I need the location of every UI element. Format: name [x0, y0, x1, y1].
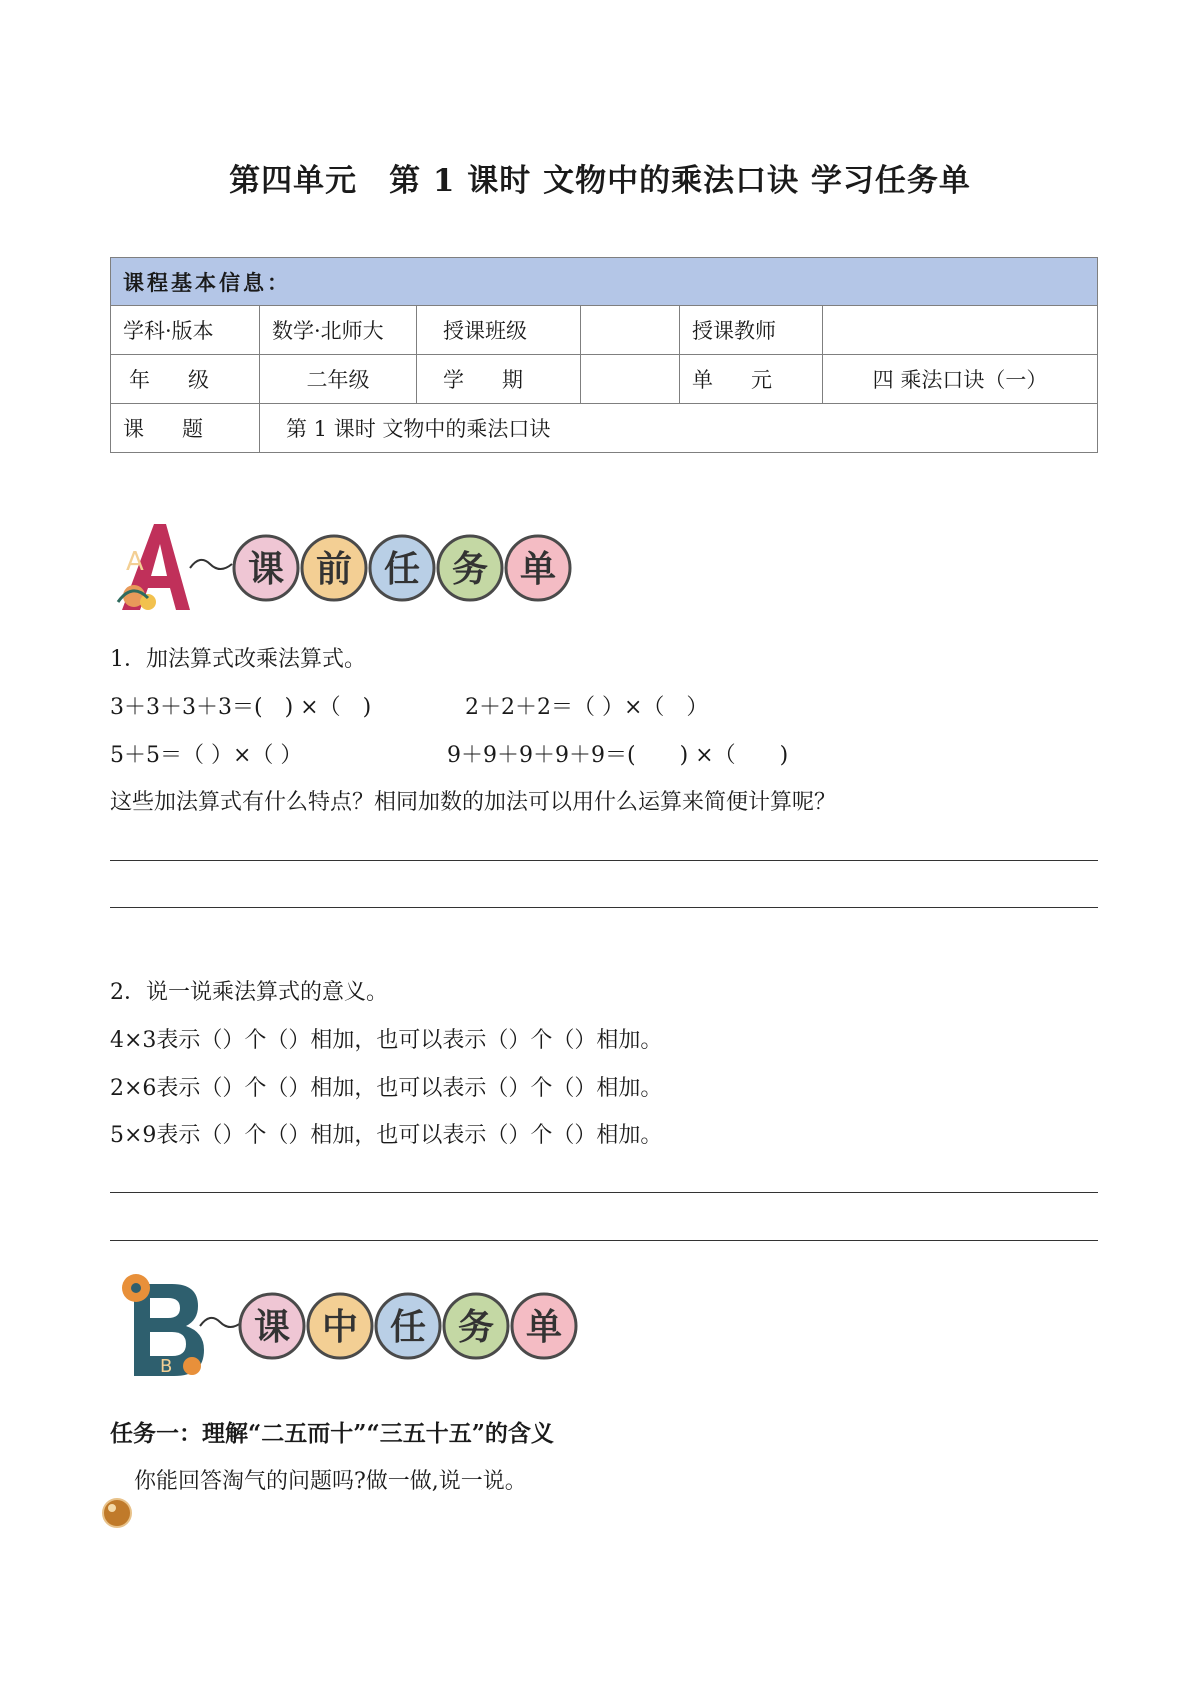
banner-char: 单	[525, 1307, 563, 1348]
teacher-label: 授课教师	[680, 306, 823, 355]
topic-value: 第 1 课时 文物中的乘法口诀	[260, 404, 1098, 453]
q2-line2: 2×6表示（）个（）相加，也可以表示（）个（）相加。	[110, 1076, 663, 1101]
grade-label: 年级	[111, 355, 260, 404]
banner-char: 前	[315, 549, 353, 590]
task1-text: 你能回答淘气的问题吗?做一做,说一说。	[134, 1469, 527, 1494]
q2-line3: 5×9表示（）个（）相加，也可以表示（）个（）相加。	[110, 1123, 663, 1148]
answer-line[interactable]	[110, 860, 1098, 861]
subject-value: 数学·北师大	[260, 306, 417, 355]
q1-eq4: 9＋9＋9＋9＋9＝( ) ×（ )	[447, 743, 789, 768]
bullet-circle-icon	[101, 1497, 133, 1529]
q2-title: 2．说一说乘法算式的意义。	[110, 980, 388, 1005]
page-title: 第四单元 第 1 课时 文物中的乘法口诀 学习任务单	[229, 163, 971, 199]
banner-char: 课	[253, 1307, 291, 1348]
q1-title: 1．加法算式改乘法算式。	[110, 647, 366, 672]
banner-char: 任	[383, 549, 421, 590]
unit-value: 四 乘法口诀（一）	[823, 355, 1098, 404]
banner-char: 务	[451, 549, 489, 590]
banner-char: 课	[247, 549, 285, 590]
letter-a-logo	[118, 524, 190, 610]
answer-line[interactable]	[110, 1192, 1098, 1193]
unit-label: 单元	[680, 355, 823, 404]
letter-a-text: A	[126, 547, 144, 577]
answer-line[interactable]	[110, 907, 1098, 908]
term-value	[581, 355, 680, 404]
topic-label: 课题	[111, 404, 260, 453]
grade-value: 二年级	[260, 355, 417, 404]
banner-char: 中	[321, 1307, 359, 1348]
q2-line1: 4×3表示（）个（）相加，也可以表示（）个（）相加。	[110, 1028, 663, 1053]
in-class-task-banner	[112, 1268, 592, 1378]
teacher-value	[823, 306, 1098, 355]
letter-b-logo	[122, 1274, 204, 1377]
q1-eq3: 5＋5＝（ ）×（ ）	[110, 743, 303, 768]
class-label: 授课班级	[417, 306, 581, 355]
q1-question: 这些加法算式有什么特点？相同加数的加法可以用什么运算来简便计算呢？	[110, 790, 837, 815]
class-value	[581, 306, 680, 355]
banner-char: 务	[457, 1307, 495, 1348]
letter-b-text: B	[160, 1356, 173, 1377]
banner-char: 任	[389, 1307, 427, 1348]
q1-eq2: 2＋2＋2＝（ ）×（ ）	[465, 695, 709, 720]
subject-label: 学科·版本	[111, 306, 260, 355]
term-label: 学期	[417, 355, 581, 404]
course-info-header: 课程基本信息：	[111, 258, 1098, 306]
pre-class-task-banner	[112, 518, 592, 618]
task1-title: 任务一：理解“二五而十”“三五十五”的含义	[110, 1420, 554, 1447]
answer-line[interactable]	[110, 1240, 1098, 1241]
q1-eq1: 3＋3＋3＋3＝( ) ×（ )	[110, 695, 372, 720]
course-info-table	[110, 257, 1098, 453]
banner-char: 单	[519, 549, 557, 590]
